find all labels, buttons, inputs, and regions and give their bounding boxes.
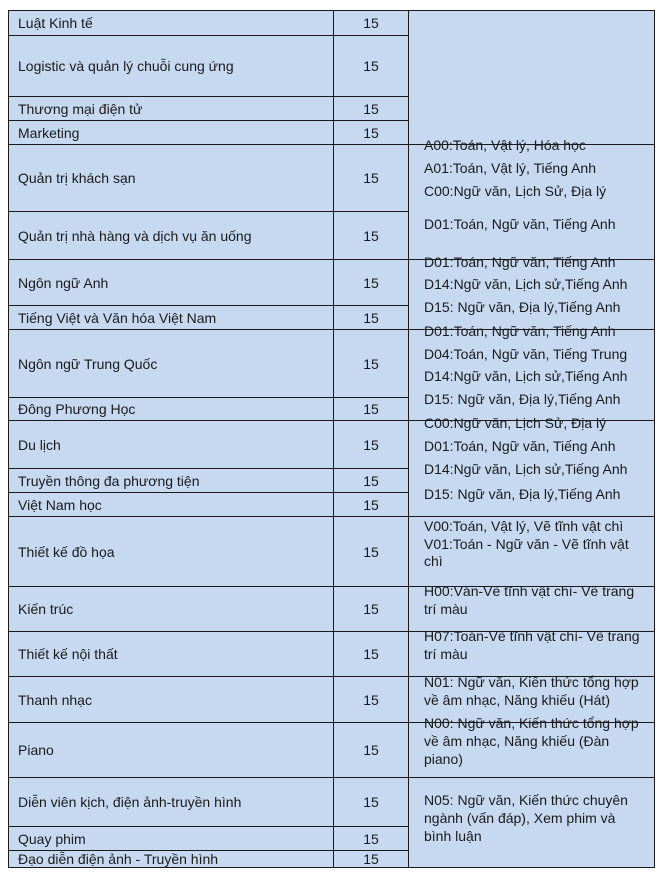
combo-line: A01:Toán, Vật lý, Tiếng Anh — [424, 160, 597, 176]
quota-cell: 15 — [333, 631, 409, 677]
combination-cell — [408, 10, 655, 145]
combo-line: D14:Ngữ văn, Lịch sử,Tiếng Anh — [424, 368, 628, 384]
combo-line: D15: Ngữ văn, Địa lý,Tiếng Anh — [424, 486, 621, 502]
major-name-cell: Tiếng Việt và Văn hóa Việt Nam — [8, 305, 334, 330]
major-name-cell: Đạo diễn điện ảnh - Truyền hình — [8, 850, 334, 868]
major-name-cell: Marketing — [8, 120, 334, 145]
combo-line: C00:Ngữ văn, Lịch Sử, Địa lý — [424, 415, 607, 431]
combo-line: V00:Toán, Vật lý, Vẽ tĩnh vật chì — [424, 518, 624, 534]
major-name-cell: Ngôn ngữ Anh — [8, 259, 334, 306]
quota-cell: 15 — [333, 397, 409, 421]
quota-cell: 15 — [333, 96, 409, 121]
quota-cell: 15 — [333, 676, 409, 723]
combo-line: D04:Toán, Ngữ văn, Tiếng Trung — [424, 346, 628, 362]
combo-line: A00:Toán, Vật lý, Hóa học — [424, 137, 586, 153]
major-name-cell: Thanh nhạc — [8, 676, 334, 723]
major-name-cell: Piano — [8, 722, 334, 778]
quota-cell: 15 — [333, 420, 409, 469]
combo-line: N05: Ngữ văn, Kiến thức chuyên — [424, 792, 628, 808]
major-name-cell: Quản trị nhà hàng và dịch vụ ăn uống — [8, 211, 334, 260]
combo-line: về âm nhạc, Năng khiếu (Hát) — [424, 692, 610, 708]
quota-cell: 15 — [333, 329, 409, 398]
major-name-cell: Thiết kế đồ họa — [8, 516, 334, 587]
quota-cell: 15 — [333, 10, 409, 36]
quota-cell: 15 — [333, 586, 409, 632]
combo-line: H07:Toán-Vẽ tĩnh vật chì- Vẽ trang — [424, 628, 640, 644]
major-name-cell: Việt Nam học — [8, 492, 334, 517]
major-name-cell: Du lịch — [8, 420, 334, 469]
combo-line: trí màu — [424, 646, 468, 662]
combo-line: D14:Ngữ văn, Lịch sử,Tiếng Anh — [424, 461, 628, 477]
combo-line: chì — [424, 553, 443, 569]
combo-line: N00: Ngữ văn, Kiến thức tổng hợp — [424, 715, 639, 731]
major-name-cell: Truyền thông đa phương tiện — [8, 468, 334, 493]
quota-cell: 15 — [333, 722, 409, 778]
combo-line: piano) — [424, 751, 463, 767]
combo-line: về âm nhạc, Năng khiếu (Đàn — [424, 733, 610, 749]
major-name-cell: Luật Kinh tế — [8, 10, 334, 36]
quota-cell: 15 — [333, 259, 409, 306]
quota-cell: 15 — [333, 35, 409, 97]
quota-cell: 15 — [333, 211, 409, 260]
combo-line: D01:Toán, Ngữ văn, Tiếng Anh — [424, 323, 616, 339]
major-name-cell: Ngôn ngữ Trung Quốc — [8, 329, 334, 398]
major-name-cell: Thương mại điện tử — [8, 96, 334, 121]
quota-cell: 15 — [333, 826, 409, 851]
combo-line: bình luận — [424, 828, 482, 844]
combo-line: D01:Toán, Ngữ văn, Tiếng Anh — [424, 254, 616, 270]
combo-line: H00:Văn-Vẽ tĩnh vật chì- Vẽ trang — [424, 583, 635, 599]
combo-line: trí màu — [424, 601, 468, 617]
major-name-cell: Diễn viên kịch, điện ảnh-truyền hình — [8, 777, 334, 827]
major-name-cell: Quay phim — [8, 826, 334, 851]
combo-line: N01: Ngữ văn, Kiến thức tổng hợp — [424, 674, 639, 690]
major-name-cell: Kiến trúc — [8, 586, 334, 632]
quota-cell: 15 — [333, 777, 409, 827]
combo-line: D01:Toán, Ngữ văn, Tiếng Anh — [424, 216, 616, 232]
quota-cell: 15 — [333, 850, 409, 868]
quota-cell: 15 — [333, 516, 409, 587]
quota-cell: 15 — [333, 144, 409, 212]
combo-line: D15: Ngữ văn, Địa lý,Tiếng Anh — [424, 391, 621, 407]
combo-line: D15: Ngữ văn, Địa lý,Tiếng Anh — [424, 299, 621, 315]
combo-line: C00:Ngữ văn, Lịch Sử, Địa lý — [424, 183, 607, 199]
quota-cell: 15 — [333, 492, 409, 517]
combo-line: D01:Toán, Ngữ văn, Tiếng Anh — [424, 438, 616, 454]
major-name-cell: Đông Phương Học — [8, 397, 334, 421]
combo-line: ngành (vấn đáp), Xem phim và — [424, 810, 616, 826]
combo-line: D14:Ngữ văn, Lịch sử,Tiếng Anh — [424, 276, 628, 292]
major-name-cell: Quản trị khách sạn — [8, 144, 334, 212]
quota-cell: 15 — [333, 120, 409, 145]
combo-line: V01:Toán - Ngữ văn - Vẽ tĩnh vật — [424, 536, 629, 552]
major-name-cell: Thiết kế nội thất — [8, 631, 334, 677]
major-name-cell: Logistic và quản lý chuỗi cung ứng — [8, 35, 334, 97]
admission-table — [8, 10, 654, 867]
quota-cell: 15 — [333, 468, 409, 493]
quota-cell: 15 — [333, 305, 409, 330]
